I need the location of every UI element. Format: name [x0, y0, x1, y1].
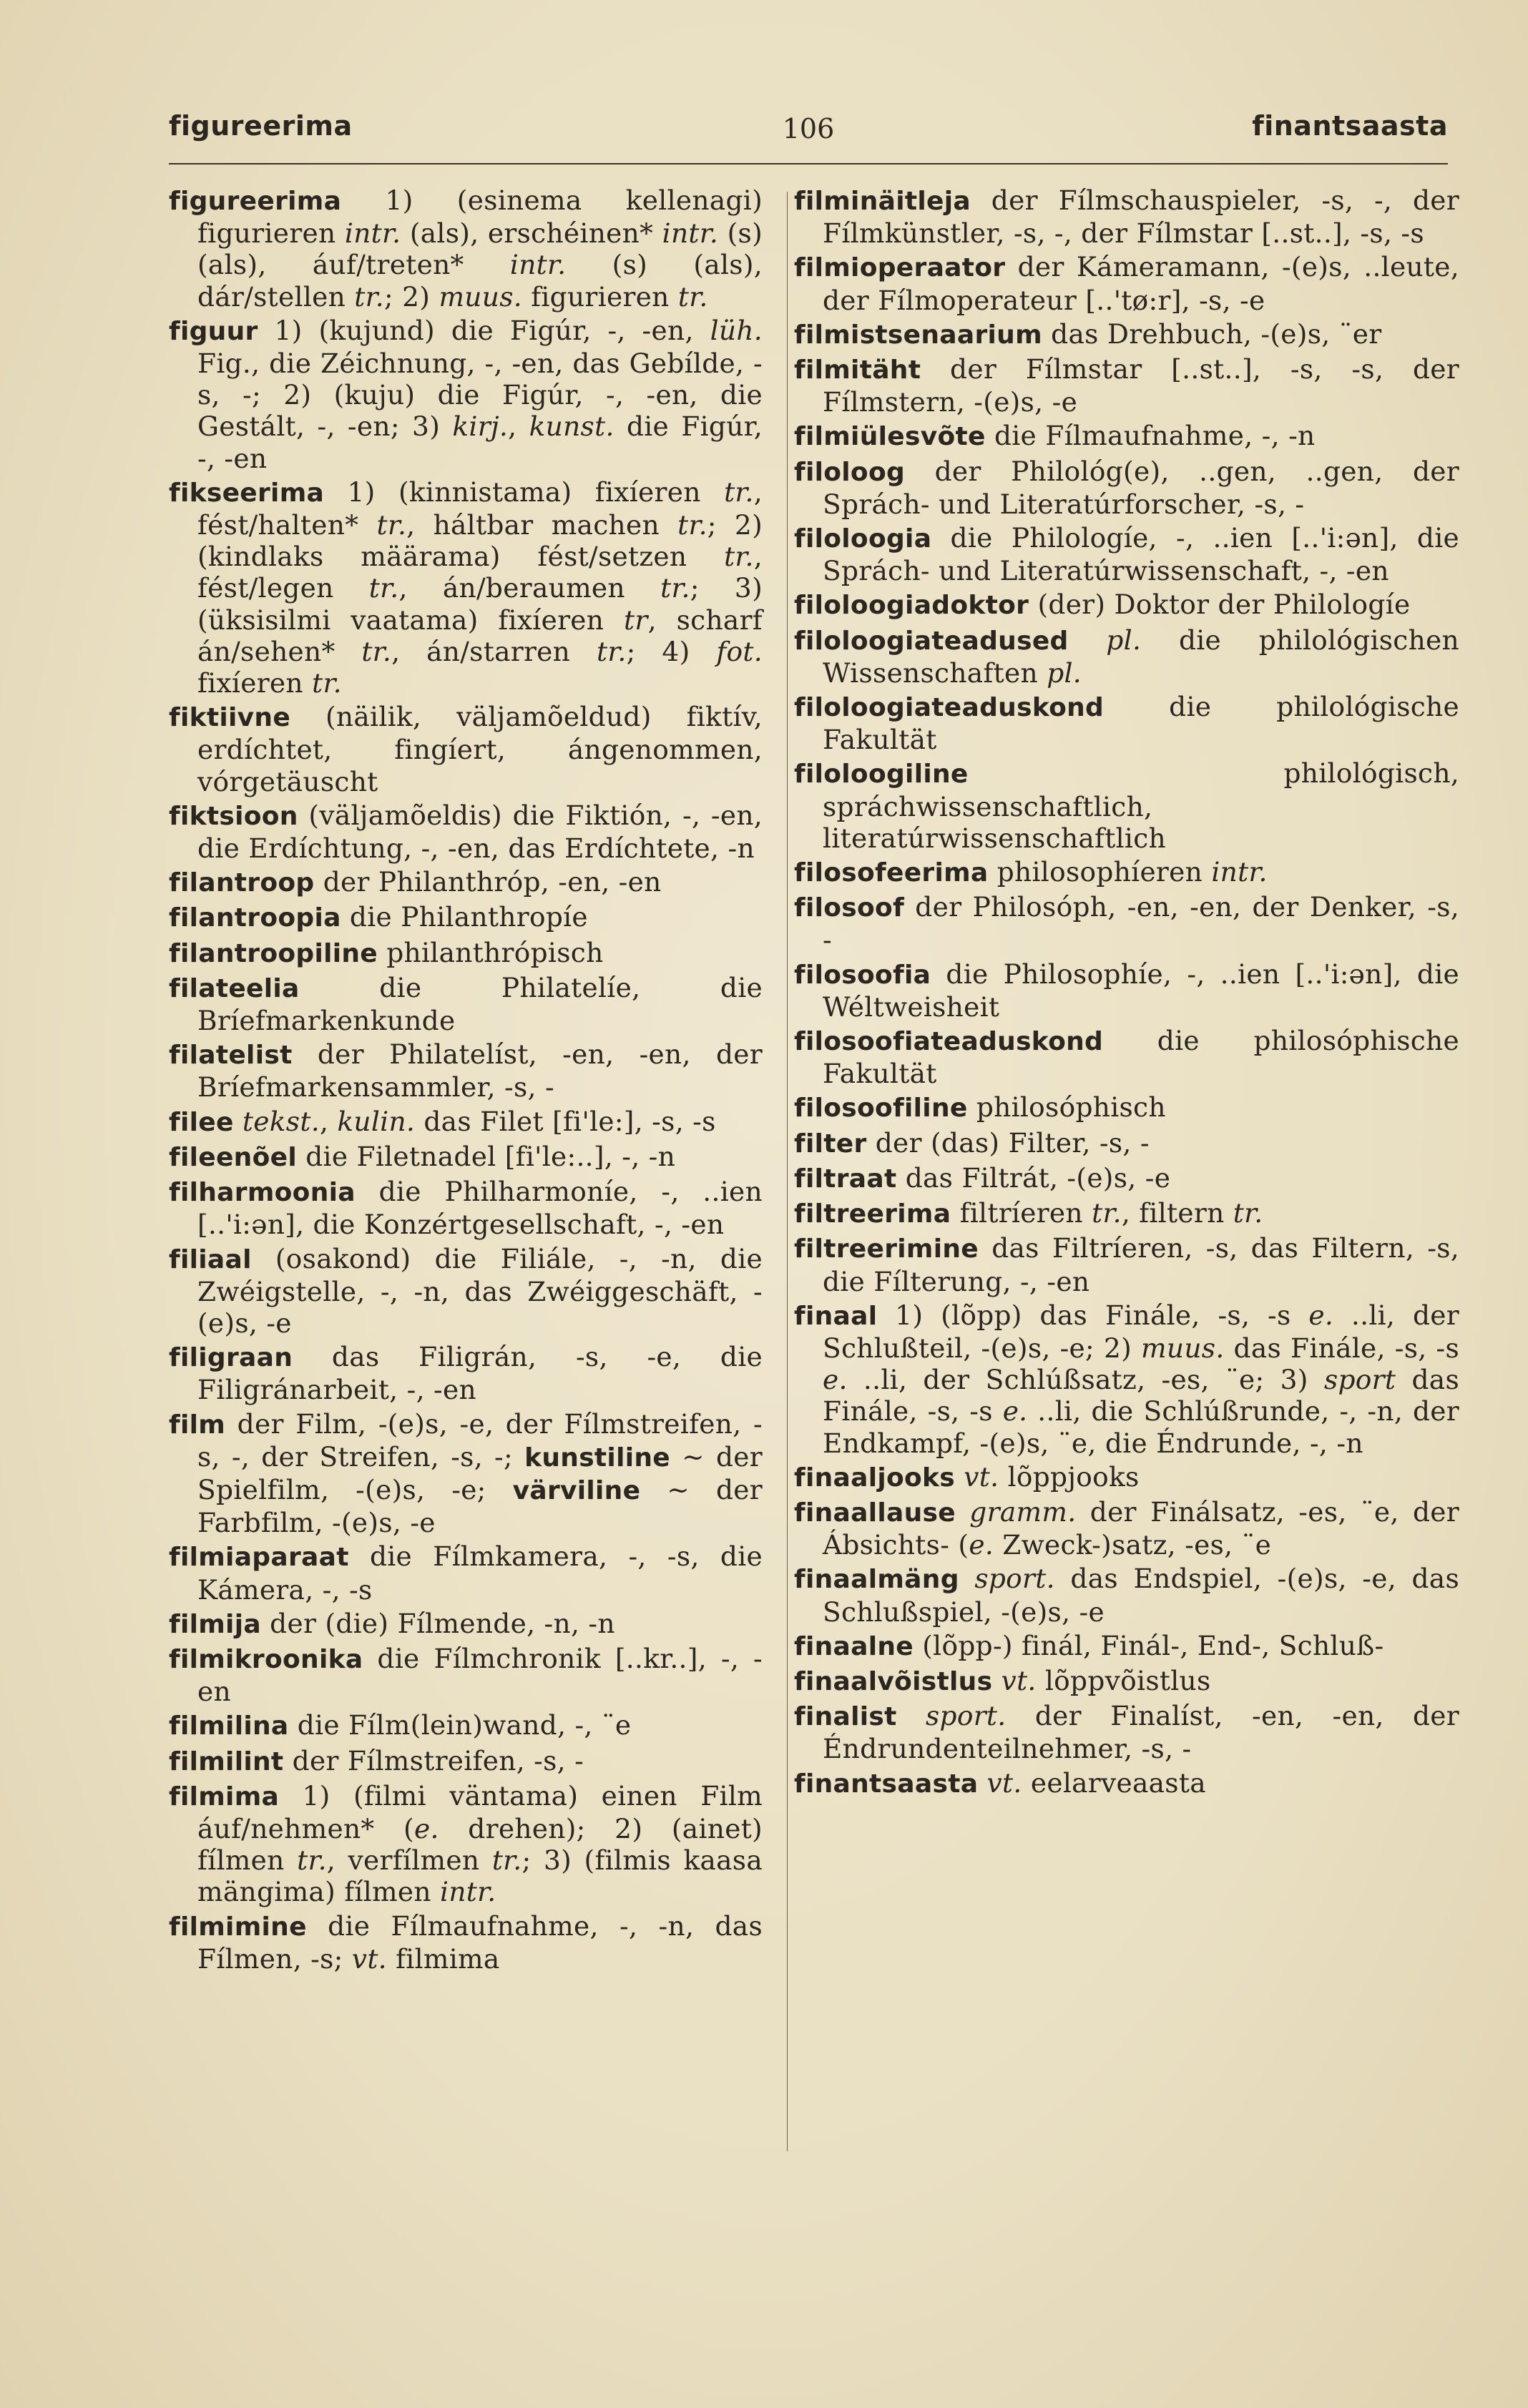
headword: filoloogiline	[794, 760, 969, 790]
headword: filtreerimine	[794, 1234, 979, 1264]
headword: filateelia	[169, 973, 300, 1003]
label-abbrev: tr.	[361, 635, 392, 667]
definition-text: 1) (filmi väntama) einen Film áuf/nehmen* (	[197, 1779, 763, 1844]
headword: filmikroonika	[169, 1644, 363, 1674]
dictionary-entry	[794, 1299, 1459, 1459]
definition-text: das Drehbuch, -(e)s, ¨er	[1042, 318, 1382, 350]
dictionary-entry	[169, 1408, 763, 1539]
dictionary-entry	[169, 1910, 763, 1975]
dictionary-entry	[794, 1563, 1459, 1627]
label-abbrev: e.	[823, 1364, 848, 1396]
dictionary-entry	[794, 1700, 1459, 1764]
definition-text: philanthrópisch	[378, 936, 604, 968]
definition-text: der Philanthróp, -en, -en	[314, 866, 662, 898]
label-abbrev: tr.	[724, 476, 754, 508]
definition-text: das Filigrán, -s, -e, die Filigránarbeit, -, -en	[197, 1341, 763, 1406]
definition-text: die Philharmoníe, -, ..ien [..'i:ən], die Konzértgesellschaft, -, -en	[197, 1176, 763, 1241]
definition-text: ; 2) (kindlaks määrama) fést/setzen	[197, 509, 763, 573]
definition-text: Zweck-)satz, -es, ¨e	[994, 1529, 1272, 1561]
label-abbrev: tr.	[354, 280, 384, 313]
definition-text: die Philatelíe, die Bríefmarkenkunde	[197, 971, 763, 1037]
headword: film	[169, 1410, 226, 1440]
definition-text: philológisch, spráchwissenschaftlich, literatúrwissenschaftlich	[823, 757, 1459, 854]
label-abbrev: tr.	[368, 572, 399, 604]
dictionary-entry	[794, 757, 1459, 854]
label-abbrev: e.	[1002, 1395, 1028, 1427]
dictionary-entry	[169, 972, 763, 1036]
left-column	[169, 185, 763, 1977]
definition-text: , scharf án/sehen*	[197, 604, 763, 667]
headword: filtraat	[794, 1164, 897, 1194]
definition-text	[955, 1461, 964, 1493]
column-divider	[787, 192, 788, 2151]
dictionary-entry	[794, 318, 1459, 351]
headword: filosofeerima	[794, 858, 989, 888]
headword: filoloogiadoktor	[794, 591, 1029, 621]
definition-text: die Philanthropíe	[341, 901, 588, 933]
definition-text: das Filtríeren, -s, das Filtern, -s, die Fílterung, -, -en	[823, 1232, 1459, 1297]
definition-text: die Fílm(lein)wand, -, ¨e	[288, 1709, 632, 1741]
definition-text: die Fílmaufnahme, -, -n, das Fílmen, -s;	[197, 1910, 763, 1975]
definition-text: das Finále, -s, -s	[1224, 1332, 1459, 1364]
definition-text: die philológische Fakultät	[823, 691, 1459, 756]
headword: fikseerima	[169, 478, 325, 508]
definition-text: , án/beraumen	[398, 572, 661, 604]
definition-text: (als), erschéinen*	[401, 217, 662, 250]
label-abbrev: gramm.	[969, 1495, 1077, 1528]
headword: värviline	[512, 1475, 641, 1505]
headword: finalist	[794, 1702, 897, 1732]
headword: filtreerima	[794, 1199, 951, 1229]
definition-text: , án/starren	[391, 635, 597, 667]
left-guide-word: figureerima	[169, 110, 353, 142]
label-abbrev: e.	[1308, 1299, 1334, 1331]
definition-text: der Philatelíst, -en, -en, der Bríefmarkensammler, -s, -	[197, 1038, 763, 1104]
label-abbrev: kirj.	[452, 411, 509, 443]
dictionary-entry	[794, 1496, 1459, 1561]
definition-text: 1) (esinema kellenagi) figurieren	[197, 185, 763, 250]
header-rule	[169, 163, 1448, 164]
headword: finaalne	[794, 1631, 914, 1661]
definition-text: das Finále, -s, -s	[823, 1364, 1459, 1427]
definition-text: , fést/halten*	[197, 476, 763, 541]
definition-text	[959, 1563, 975, 1594]
dictionary-entry	[169, 1243, 763, 1340]
dictionary-entry	[169, 1141, 763, 1174]
label-abbrev: vt.	[1001, 1664, 1037, 1696]
dictionary-entry	[794, 522, 1459, 586]
definition-text: die Philologíe, -, ..ien [..'i:ən], die Sprách- und Literatúrwissenschaft, -, -en	[823, 522, 1459, 587]
headword: filmioperaator	[794, 253, 1006, 283]
dictionary-entry	[794, 891, 1459, 955]
headword: filmitäht	[794, 355, 921, 385]
definition-text: ; 3) (filmis kaasa mängima) fílmen	[197, 1844, 763, 1908]
dictionary-entry	[794, 185, 1459, 249]
dictionary-entry	[794, 856, 1459, 889]
label-abbrev: tr.	[312, 667, 342, 699]
dictionary-entry	[169, 800, 763, 864]
headword: filmiaparaat	[169, 1543, 349, 1573]
dictionary-entry	[794, 624, 1459, 689]
definition-text: ~ der Spielfilm, -(e)s, -e;	[197, 1440, 763, 1505]
dictionary-entry	[794, 1127, 1459, 1160]
headword: filmimine	[169, 1912, 307, 1942]
headword: filmilina	[169, 1711, 289, 1741]
label-abbrev: vt.	[986, 1766, 1022, 1799]
headword: fileenõel	[169, 1142, 297, 1172]
headword: filosoofiateaduskond	[794, 1027, 1104, 1057]
headword: fiktsioon	[169, 801, 298, 831]
definition-text: der Fílmstar [..st..], -s, -s, der Fílmstern, -(e)s, -e	[823, 353, 1459, 418]
definition-text: die Filetnadel [fi'le:..], -, -n	[297, 1140, 676, 1172]
definition-text: ,	[319, 1105, 338, 1137]
label-abbrev: vt.	[351, 1942, 387, 1975]
label-abbrev: intr.	[344, 217, 401, 250]
label-abbrev: lüh.	[710, 314, 763, 346]
definition-text: die philosóphische Fakultät	[823, 1025, 1459, 1090]
label-abbrev: tr.	[1233, 1197, 1263, 1229]
definition-text: die Fílmaufnahme, -, -n	[985, 420, 1316, 452]
label-abbrev: tr	[624, 604, 648, 636]
definition-text: eelarveaasta	[1022, 1766, 1206, 1799]
headword: filoloog	[794, 457, 906, 487]
definition-text: ..li, die Schlúßrunde, -, -n, der Endkampf, -(e)s, ¨e, die Éndrunde, -, -n	[823, 1395, 1459, 1459]
definition-text: , háltbar machen	[406, 509, 678, 541]
definition-text: das Filtrát, -(e)s, -e	[896, 1161, 1171, 1194]
headword: filoloogia	[794, 524, 932, 554]
label-abbrev: tr.	[677, 509, 707, 541]
definition-text: der Philosóph, -en, -en, der Denker, -s, -	[823, 891, 1459, 956]
dictionary-entry	[794, 691, 1459, 755]
definition-text: Fig., die Zéichnung, -, -en, das Gebílde, -s, -; 2) (kuju) die Figúr, -, -en, die Gestált, -, -en; 3)	[197, 348, 763, 443]
definition-text	[978, 1767, 986, 1799]
definition-text: der Finálsatz, -es, ¨e, der Ábsichts- (	[823, 1495, 1459, 1561]
dictionary-entry	[169, 1540, 763, 1605]
headword: filmima	[169, 1782, 280, 1812]
dictionary-entry	[794, 1162, 1459, 1195]
label-abbrev: vt.	[964, 1460, 999, 1493]
dictionary-entry	[794, 1461, 1459, 1494]
definition-text	[897, 1700, 926, 1731]
headword: filantroopiline	[169, 938, 378, 968]
label-abbrev: pl.	[1106, 624, 1142, 656]
label-abbrev: tr.	[724, 541, 754, 573]
label-abbrev: tr.	[297, 1844, 327, 1877]
definition-text: der (die) Fílmende, -n, -n	[260, 1607, 615, 1639]
label-abbrev: tr.	[596, 635, 627, 667]
definition-text: filtríeren	[951, 1197, 1092, 1229]
definition-text: ; 3) (üksisilmi vaatama) fixíeren	[197, 572, 763, 636]
headword: finaalmäng	[794, 1565, 959, 1595]
definition-text: der Philológ(e), ..gen, ..gen, der Sprách- und Literatúrforscher, -s, -	[823, 455, 1459, 520]
definition-text: lõppjooks	[999, 1460, 1140, 1493]
dictionary-entry	[169, 1341, 763, 1405]
headword: filiaal	[169, 1244, 252, 1274]
definition-text: figurieren	[521, 280, 678, 313]
label-abbrev: intr.	[1211, 856, 1268, 888]
dictionary-entry	[794, 1025, 1459, 1089]
definition-text: ..li, der Schlußteil, -(e)s, -e; 2)	[823, 1299, 1459, 1364]
dictionary-entry	[794, 251, 1459, 315]
label-abbrev: intr.	[440, 1876, 496, 1908]
headword: filmilint	[169, 1746, 284, 1776]
definition-text: , verfílmen	[326, 1844, 492, 1877]
headword: finantsaasta	[794, 1769, 979, 1799]
definition-text: ; 4)	[626, 635, 717, 667]
dictionary-entry	[794, 1091, 1459, 1124]
definition-text: (der) Doktor der Philologíe	[1029, 589, 1411, 621]
definition-text: lõppvõistlus	[1036, 1664, 1211, 1696]
label-abbrev: tr.	[677, 280, 708, 313]
definition-text	[992, 1665, 1001, 1696]
headword: filantroopia	[169, 903, 341, 933]
label-abbrev: fot.	[716, 635, 763, 667]
definition-text: drehen); 2) (ainet) fílmen	[197, 1812, 763, 1877]
headword: figuur	[169, 316, 258, 346]
dictionary-entry	[794, 1665, 1459, 1698]
headword: filosoofia	[794, 960, 931, 990]
definition-text: ..li, der Schlúßsatz, -es, ¨e; 3)	[847, 1364, 1324, 1396]
headword: fiktiivne	[169, 703, 291, 733]
headword: filigraan	[169, 1343, 293, 1373]
definition-text: die philológischen Wissenschaften	[823, 624, 1459, 689]
headword: filter	[794, 1129, 867, 1159]
headword: figureerima	[169, 187, 342, 216]
definition-text: ; 2)	[383, 280, 439, 313]
label-abbrev: sport.	[925, 1700, 1007, 1732]
dictionary-entry	[169, 937, 763, 970]
label-abbrev: e.	[414, 1812, 439, 1844]
dictionary-entry	[169, 185, 763, 313]
dictionary-entry	[794, 1767, 1459, 1800]
label-abbrev: intr.	[662, 217, 719, 250]
dictionary-entry	[169, 476, 763, 699]
definition-text	[956, 1496, 969, 1528]
label-abbrev: muus.	[439, 280, 522, 313]
definition-text: das Filet [fi'le:], -s, -s	[415, 1105, 716, 1137]
dictionary-entry	[169, 1780, 763, 1908]
dictionary-entry	[169, 1608, 763, 1641]
dictionary-entry	[169, 1038, 763, 1103]
dictionary-entry	[169, 866, 763, 899]
label-abbrev: pl.	[1047, 657, 1082, 689]
headword: filharmoonia	[169, 1178, 356, 1208]
headword: finaaljooks	[794, 1463, 956, 1493]
dictionary-entry	[794, 589, 1459, 621]
page-number: 106	[782, 113, 835, 144]
label-abbrev: kunst.	[529, 411, 614, 443]
definition-text: 1) (kinnistama) fixíeren	[324, 476, 725, 508]
dictionary-entry	[169, 901, 763, 934]
definition-text: (väljamõeldis) die Fiktión, -, -en, die Erdíchtung, -, -en, das Erdíchtete, -n	[197, 799, 763, 865]
headword: filoloogiateadused	[794, 626, 1069, 656]
dictionary-entry	[169, 1745, 763, 1778]
dictionary-entry	[169, 1709, 763, 1742]
label-abbrev: sport.	[974, 1563, 1055, 1595]
definition-text: (s) (als), dár/stellen	[197, 249, 763, 313]
definition-text: 1) (lõpp) das Finále, -s, -s	[877, 1299, 1309, 1331]
dictionary-entry	[169, 1176, 763, 1240]
label-abbrev: muus.	[1141, 1332, 1225, 1364]
dictionary-entry	[794, 1630, 1459, 1663]
dictionary-entry	[794, 958, 1459, 1023]
definition-text: ,	[508, 411, 529, 443]
definition-text	[1069, 624, 1107, 656]
headword: filatelist	[169, 1041, 293, 1071]
dictionary-entry	[169, 701, 763, 797]
dictionary-entry	[794, 456, 1459, 520]
headword: finaallause	[794, 1498, 956, 1528]
dictionary-entry	[169, 315, 763, 474]
right-guide-word: finantsaasta	[1252, 110, 1448, 142]
definition-text: fixíeren	[197, 667, 313, 699]
headword: filmiülesvõte	[794, 422, 986, 452]
definition-text: der Fílmstreifen, -s, -	[283, 1744, 584, 1776]
definition-text: ~ der Farbfilm, -(e)s, -e	[197, 1473, 763, 1539]
definition-text: die Philosophíe, -, ..ien [..'i:ən], die Wéltweisheit	[823, 958, 1459, 1023]
headword: filminäitleja	[794, 187, 971, 216]
headword: kunstiline	[524, 1443, 670, 1473]
label-abbrev: e.	[969, 1529, 994, 1561]
headword: filee	[169, 1107, 234, 1137]
definition-text: , fést/legen	[197, 541, 763, 604]
headword: finaalvõistlus	[794, 1666, 993, 1696]
headword: filoloogiateaduskond	[794, 693, 1105, 723]
label-abbrev: kulin.	[337, 1105, 416, 1137]
definition-text: der Kámeramann, -(e)s, ..leute, der Fílmoperateur [..'tø:r], -s, -e	[823, 251, 1459, 316]
definition-text: der (das) Filter, -s, -	[866, 1126, 1150, 1159]
headword: finaal	[794, 1301, 878, 1331]
definition-text: der Film, -(e)s, -e, der Fílmstreifen, -s, -, der Streifen, -s, -;	[197, 1407, 763, 1473]
label-abbrev: tr.	[491, 1844, 522, 1877]
headword: filantroop	[169, 868, 315, 898]
headword: filmistsenaarium	[794, 320, 1042, 350]
definition-text	[234, 1106, 243, 1137]
definition-text: die Figúr, -, -en	[197, 411, 763, 474]
dictionary-entry	[169, 1643, 763, 1707]
label-abbrev: sport	[1323, 1364, 1396, 1396]
label-abbrev: tr.	[660, 572, 690, 604]
definition-text: das Endspiel, -(e)s, -e, das Schlußspiel, -(e)s, -e	[823, 1563, 1459, 1628]
right-column	[794, 185, 1459, 1802]
dictionary-entry	[169, 1106, 763, 1139]
dictionary-entry	[794, 1197, 1459, 1230]
dictionary-entry	[794, 1232, 1459, 1297]
headword: filmija	[169, 1609, 261, 1639]
definition-text: philosóphisch	[967, 1091, 1166, 1124]
headword: filosoof	[794, 893, 905, 923]
dictionary-entry	[794, 353, 1459, 418]
definition-text: die Fílmchronik [..kr..], -, -en	[197, 1642, 763, 1708]
label-abbrev: intr.	[509, 249, 567, 281]
definition-text: filmima	[386, 1942, 500, 1975]
definition-text: (näilik, väljamõeldud) fiktív, erdíchtet, fingíert, ángenommen, vórgetäuscht	[197, 701, 763, 797]
definition-text: die Fílmkamera, -, -s, die Kámera, -, -s	[197, 1540, 763, 1606]
definition-text: (s) (als), áuf/treten*	[197, 217, 763, 281]
definition-text: , filtern	[1121, 1197, 1233, 1229]
label-abbrev: tr.	[1092, 1197, 1122, 1229]
headword: filosoofiline	[794, 1094, 968, 1124]
label-abbrev: tekst.	[242, 1105, 320, 1137]
definition-text: der Fílmschauspieler, -s, -, der Fílmkünstler, -s, -, der Fílmstar [..st..], -s, -s	[823, 185, 1459, 250]
page-header	[169, 107, 1448, 164]
label-abbrev: tr.	[376, 509, 407, 541]
definition-text: 1) (kujund) die Figúr, -, -en,	[258, 314, 710, 346]
definition-text: der Finalíst, -en, -en, der Éndrundenteilnehmer, -s, -	[823, 1700, 1459, 1765]
definition-text: (lõpp-) finál, Finál-, End-, Schluß-	[914, 1629, 1384, 1661]
dictionary-entry	[794, 420, 1459, 453]
definition-text: philosophíeren	[988, 856, 1212, 888]
definition-text: (osakond) die Filiále, -, -n, die Zwéigstelle, -, -n, das Zwéiggeschäft, -(e)s, -e	[197, 1242, 763, 1339]
